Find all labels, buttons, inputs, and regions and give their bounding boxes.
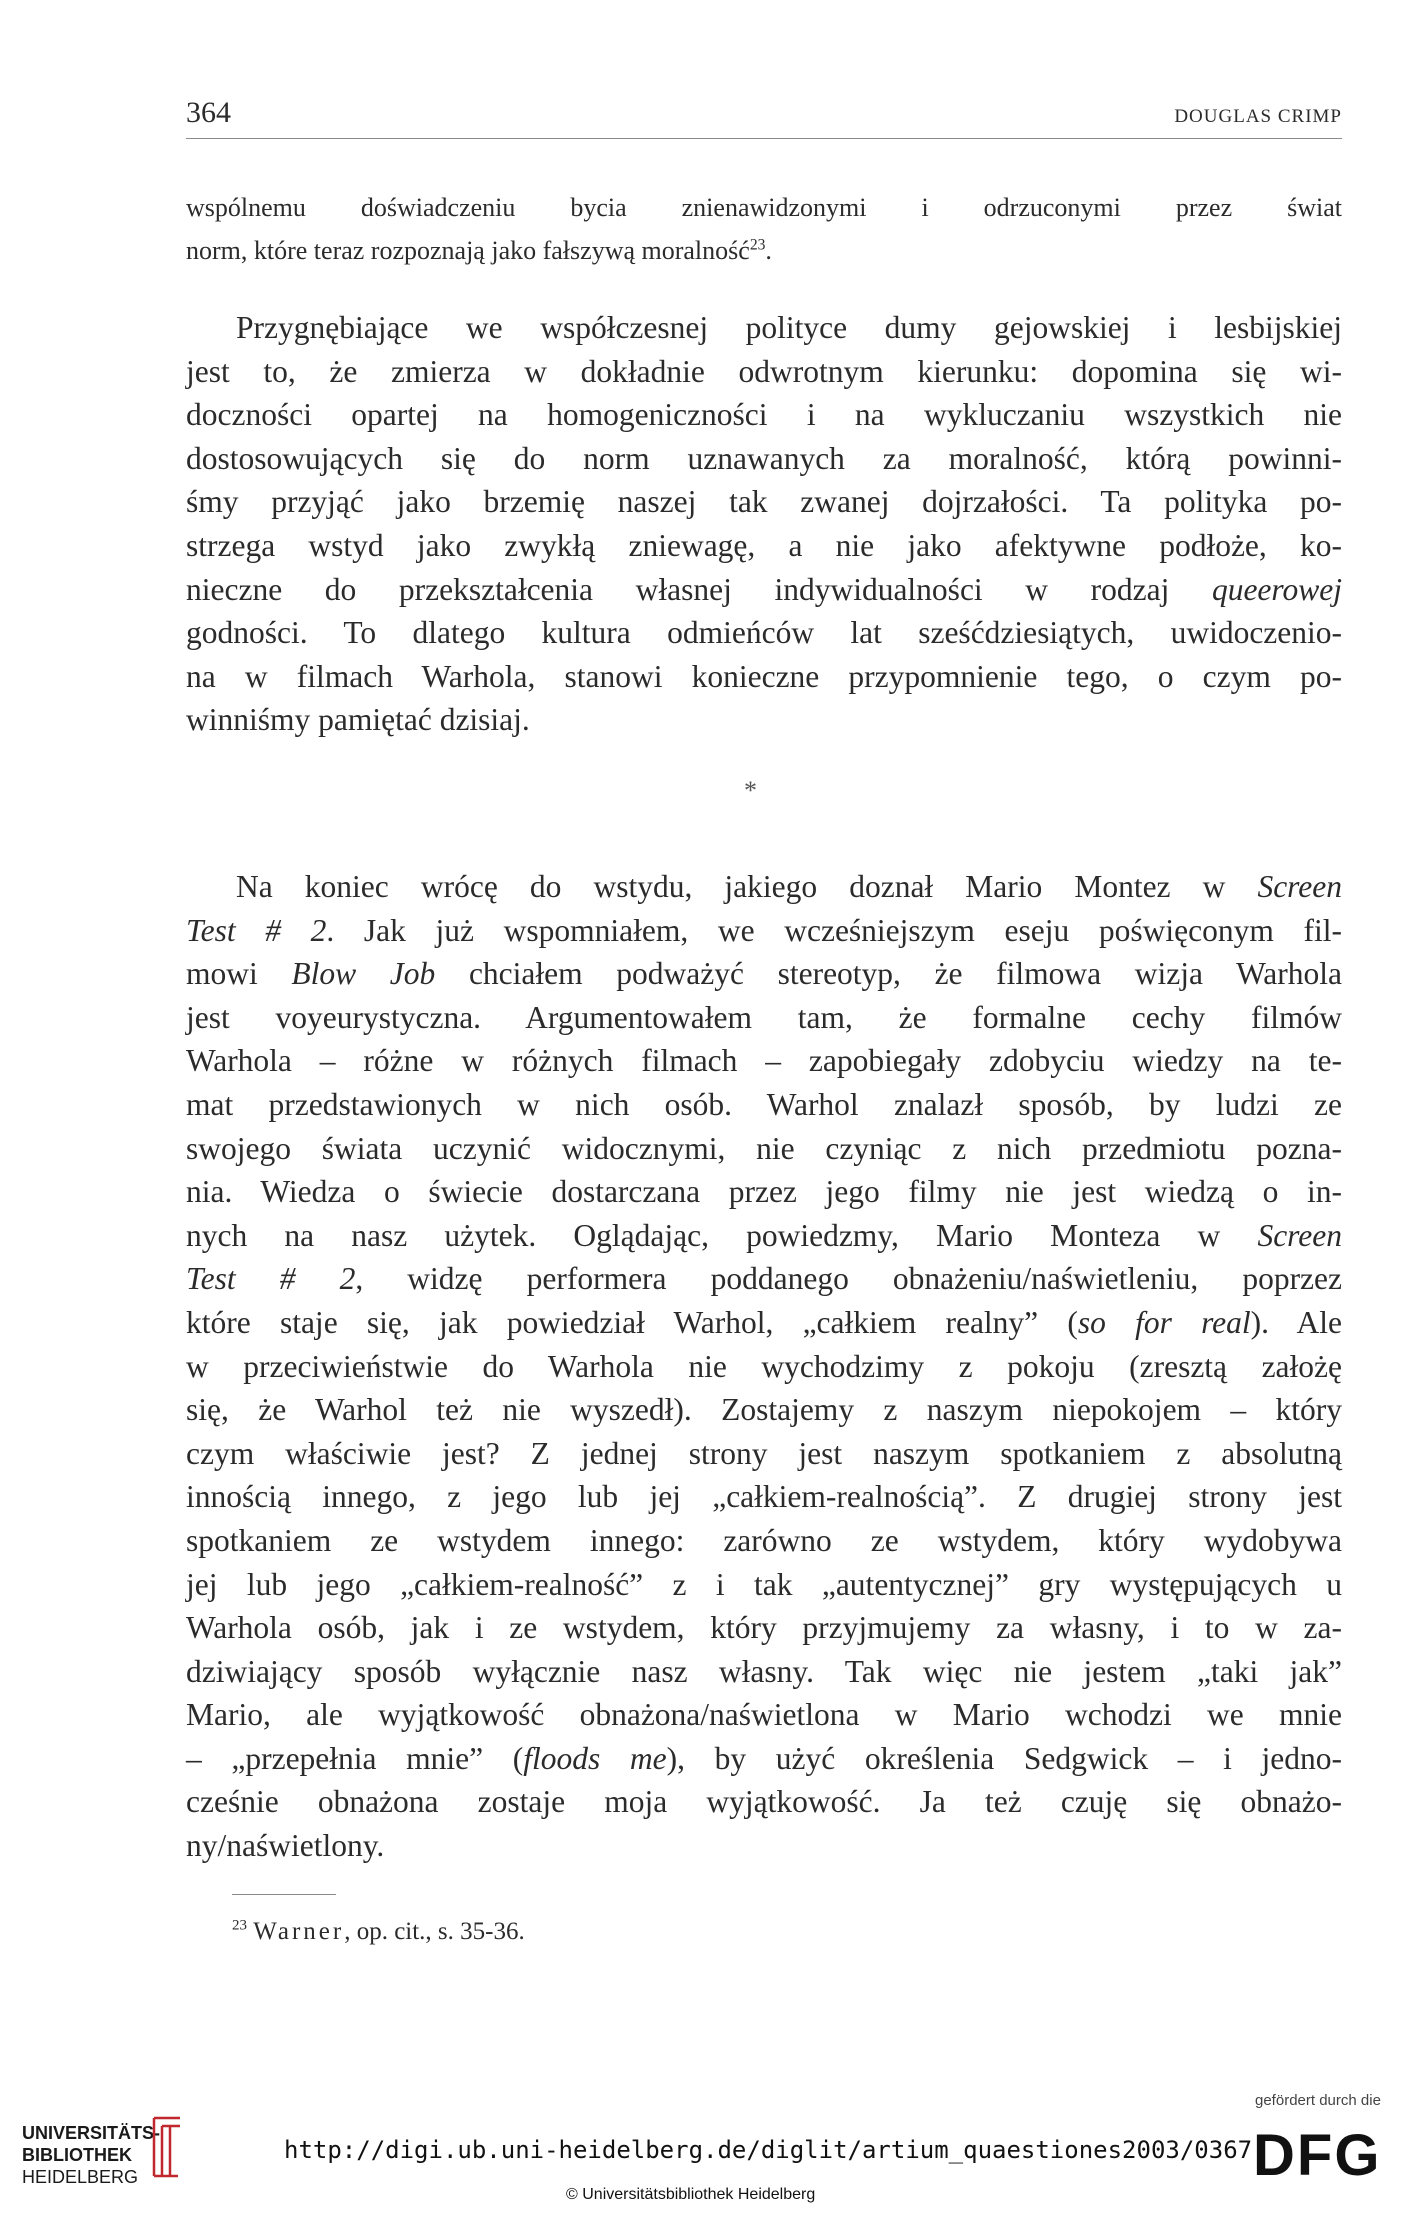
library-name: UNIVERSITÄTS- BIBLIOTHEK HEIDELBERG [22, 2123, 161, 2187]
text-line: nia. Wiedza o świecie dostarczana przez jego filmy nie jest wiedzą o in- [186, 1174, 1342, 1210]
text-line: godności. To dlatego kultura odmieńców lat sześćdziesiątych, uwidoczenio- [186, 615, 1342, 651]
text-line: się, że Warhol też nie wyszedł). Zostajemy z naszym niepokojem – który [186, 1392, 1342, 1428]
text-line: mat przedstawionych w nich osób. Warhol znalazł sposób, by ludzi ze [186, 1086, 1342, 1122]
text-line: Test # 2. Jak już wspomniałem, we wcześniejszym eseju poświęconym fil- [186, 912, 1342, 948]
section-separator: * [744, 776, 757, 805]
text-line: nych na nasz użytek. Oglądając, powiedzmy, Mario Monteza w Screen [186, 1217, 1342, 1253]
paragraph-2 [186, 865, 1342, 1868]
text-line: dostosowujących się do norm uznawanych za moralność, którą powinni- [186, 440, 1342, 476]
text-line: jest to, że zmierza w dokładnie odwrotnym kierunku: dopomina się wi- [186, 353, 1342, 389]
footnote-number: 23 [232, 1917, 247, 1934]
text-line: dziwiający sposób wyłącznie nasz własny. Tak więc nie jestem „taki jak” [186, 1653, 1342, 1689]
text-line: w przeciwieństwie do Warhola nie wychodzimy z pokoju (zresztą założę [186, 1348, 1342, 1384]
text-line: strzega wstyd jako zwykłą zniewagę, a nie jako afektywne podłoże, ko- [186, 527, 1342, 563]
text-line: wspólnemu doświadczeniu bycia znienawidzonymi i odrzuconymi przez świat [186, 193, 1342, 222]
footnote-citation: , op. cit., s. 35-36. [344, 1918, 525, 1945]
text-line: Warhola osób, jak i ze wstydem, który przyjmujemy za własny, i to w za- [186, 1610, 1342, 1646]
text-line: czym właściwie jest? Z jednej strony jest naszym spotkaniem z absolutną [186, 1435, 1342, 1471]
footnote-rule [232, 1894, 336, 1895]
paragraph-1 [186, 306, 1342, 742]
text-line: śmy przyjąć jako brzemię naszej tak zwanej dojrzałości. Ta polityka po- [186, 484, 1342, 520]
dfg-logo: DFG [1253, 2123, 1382, 2188]
text-line: Test # 2, widzę performera poddanego obnażeniu/naświetleniu, poprzez [186, 1261, 1342, 1297]
library-logo-icon [140, 2114, 186, 2180]
text-line: norm, które teraz rozpoznają jako fałszywą moralność$^{23}$. [186, 236, 772, 265]
footnote-author: Warner [253, 1918, 345, 1945]
text-line: Na koniec wrócę do wstydu, jakiego doznał Mario Montez w Screen [236, 869, 1342, 904]
text-line: innością innego, z jego lub jej „całkiem-realnością”. Z drugiej strony jest [186, 1479, 1342, 1515]
text-line: Warhola – różne w różnych filmach – zapobiegały zdobyciu wiedzy na te- [186, 1043, 1342, 1079]
funding-label: gefördert durch die [1255, 2092, 1381, 2109]
text-line: cześnie obnażona zostaje moja wyjątkowość. Ja też czuję się obnażo- [186, 1784, 1342, 1820]
text-line: winniśmy pamiętać dzisiaj. [186, 702, 530, 738]
copyright-notice: © Universitätsbibliothek Heidelberg [566, 2186, 816, 2203]
text-line: nieczne do przekształcenia własnej indywidualności w rodzaj queerowej [186, 571, 1342, 607]
footnote-ref[interactable]: 23 [749, 236, 766, 254]
text-line: ny/naświetlony. [186, 1828, 385, 1864]
text-line: mowi Blow Job chciałem podważyć stereotyp, że filmowa wizja Warhola [186, 956, 1342, 992]
footnote [232, 1918, 525, 1946]
text-line: doczności opartej na homogeniczności i na wykluczaniu wszystkich nie [186, 397, 1342, 433]
text-line: jest voyeurystyczna. Argumentowałem tam, że formalne cechy filmów [186, 999, 1342, 1035]
text-line: które staje się, jak powiedział Warhol, „całkiem realny” (so for real). Ale [186, 1304, 1343, 1340]
text-line: Mario, ale wyjątkowość obnażona/naświetlona w Mario wchodzi we mnie [186, 1697, 1342, 1733]
text-line: spotkaniem ze wstydem innego: zarówno ze wstydem, który wydobywa [186, 1522, 1342, 1558]
text-line: na w filmach Warhola, stanowi konieczne przypomnienie tego, o czym po- [186, 658, 1342, 694]
source-url-link[interactable]: http://digi.ub.uni-heidelberg.de/diglit/artium_quaestiones2003/0367 [284, 2136, 1253, 2164]
page-header [186, 96, 1342, 139]
page-number: 364 [186, 96, 231, 129]
text-line: Przygnębiające we współczesnej polityce dumy gejowskiej i lesbijskiej [236, 310, 1342, 345]
running-head: DOUGLAS CRIMP [1174, 106, 1342, 127]
text-line: swojego świata uczynić widocznymi, nie czyniąc z nich przedmiotu pozna- [186, 1130, 1342, 1166]
digitization-footer [0, 2070, 1414, 2218]
text-line: – „przepełnia mnie” (floods me), by użyć określenia Sedgwick – i jedno- [186, 1740, 1342, 1776]
text-line: jej lub jego „całkiem-realność” z i tak „autentycznej” gry występujących u [186, 1566, 1342, 1602]
intro-paragraph [186, 186, 1342, 272]
